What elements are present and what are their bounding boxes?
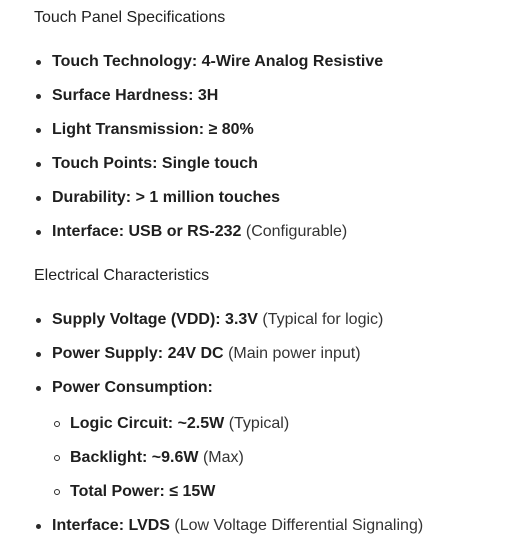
list-item (52, 85, 218, 107)
bullet-icon (36, 94, 41, 99)
item-label: Interface: (52, 223, 125, 240)
item-value: 24V DC (167, 345, 224, 362)
list-item (52, 343, 361, 365)
item-label: Touch Technology: (52, 53, 198, 70)
bullet-icon (36, 352, 41, 357)
bullet-icon (36, 318, 41, 323)
list-item (52, 309, 383, 331)
item-value: 3.3V (225, 311, 258, 328)
hollow-bullet-icon (54, 421, 60, 427)
item-value: ~2.5W (177, 415, 225, 432)
hollow-bullet-icon (54, 455, 60, 461)
bullet-icon (36, 162, 41, 167)
list-item (52, 153, 258, 175)
item-label: Durability: (52, 189, 132, 206)
bullet-icon (36, 196, 41, 201)
item-note: (Main power input) (228, 345, 361, 362)
item-label: Backlight: (70, 449, 148, 466)
item-value: ~9.6W (151, 449, 199, 466)
item-label: Power Consumption: (52, 379, 213, 396)
list-item (52, 119, 254, 141)
item-value: USB or RS-232 (128, 223, 242, 240)
list-item (52, 377, 213, 399)
bullet-icon (36, 230, 41, 235)
item-value: ≤ 15W (169, 483, 216, 500)
item-value: 4-Wire Analog Resistive (201, 53, 384, 70)
item-value: ≥ 80% (208, 121, 254, 138)
bullet-icon (36, 60, 41, 65)
sub-list-item (70, 481, 215, 503)
bullet-icon (36, 524, 41, 529)
item-note: (Typical for logic) (262, 311, 384, 328)
item-note: (Typical) (228, 415, 290, 432)
item-label: Total Power: (70, 483, 165, 500)
sub-list-item (70, 413, 289, 435)
item-value: Single touch (161, 155, 258, 172)
item-label: Supply Voltage (VDD): (52, 311, 221, 328)
bullet-icon (36, 386, 41, 391)
item-note: (Configurable) (245, 223, 348, 240)
list-item (52, 221, 347, 243)
sub-list-item (70, 447, 244, 469)
item-value: LVDS (128, 517, 170, 534)
item-value: 3H (197, 87, 219, 104)
list-item (52, 515, 423, 537)
item-label: Power Supply: (52, 345, 164, 362)
item-note: (Low Voltage Differential Signaling) (174, 517, 424, 534)
section-title-electrical: Electrical Characteristics (34, 267, 210, 284)
item-note: (Max) (202, 449, 244, 466)
bullet-icon (36, 128, 41, 133)
item-label: Touch Points: (52, 155, 158, 172)
item-label: Surface Hardness: (52, 87, 194, 104)
list-item (52, 51, 383, 73)
hollow-bullet-icon (54, 489, 60, 495)
item-label: Logic Circuit: (70, 415, 174, 432)
list-item (52, 187, 280, 209)
item-label: Interface: (52, 517, 125, 534)
section-title-touch-panel: Touch Panel Specifications (34, 9, 226, 26)
item-value: > 1 million touches (135, 189, 281, 206)
item-label: Light Transmission: (52, 121, 205, 138)
